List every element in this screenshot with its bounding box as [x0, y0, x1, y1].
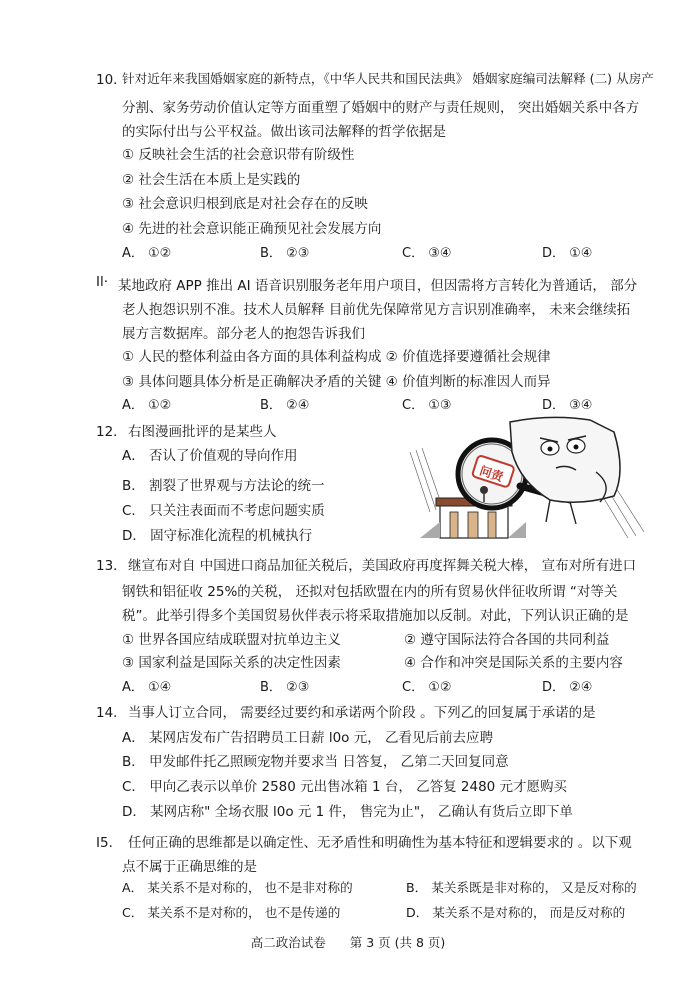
choice-d: D． ③④: [542, 398, 593, 413]
question-number: 12．: [96, 424, 127, 440]
choice-b: B． ②④: [260, 398, 310, 413]
choice-c: C． ①③: [402, 398, 452, 413]
choice-option: A． 否认了价值观的导向作用: [122, 448, 298, 464]
choice-a: A． ①②: [122, 246, 172, 261]
choice-option: B． 割裂了世界观与方法论的统一: [122, 478, 325, 494]
choice-option: C． 只关注表面而不考虑问题实质: [122, 503, 325, 519]
choice-a: A． ①②: [122, 398, 172, 413]
question-stem-line: 某地政府 APP 推出 AI 语音识别服务老年用户项目，但因需将方言转化为普通话， 部分: [118, 278, 638, 294]
choice-option: D． 固守标准化流程的机械执行: [122, 528, 313, 544]
statement-option: ① 反映社会生活的社会意识带有阶级性: [122, 147, 355, 163]
question-stem-line: 继宣布对自 中国进口商品加征关税后，美国政府再度挥舞关税大棒， 宣布对所有进口: [128, 558, 637, 574]
choice-c: C． ③④: [402, 246, 452, 261]
choice-option: A． 某网店发布广告招聘员工日薪 l0o 元， 乙看见后前去应聘: [122, 730, 493, 746]
choice-option: A． 某关系不是对称的， 也不是非对称的: [122, 880, 353, 895]
question-stem-line: 针对近年来我国婚姻家庭的新特点，《中华人民共和国民法典》 婚姻家庭编司法解释 (二) 从房产: [122, 71, 654, 86]
statement-option: ① 世界各国应结成联盟对抗单边主义: [122, 632, 341, 648]
question-stem-line: 当事人订立合同， 需要经过要约和承诺两个阶段 。下列乙的回复属于承诺的是: [128, 705, 596, 721]
choice-d: D． ②④: [542, 680, 593, 695]
footer-page-number: 第 3 页 (共 8 页): [349, 935, 446, 950]
choice-option: B． 某关系既是非对称的， 又是反对称的: [406, 880, 637, 895]
question-stem-line: 的实际付出与公平权益。做出该司法解释的哲学依据是: [122, 124, 446, 140]
question-stem-line: 老人抱怨识别不准。技术人员解释 目前优先保障常见方言识别准确率， 未来会继续拓: [122, 302, 631, 318]
question-stem-line: 右图漫画批评的是某些人: [128, 424, 277, 440]
statement-option: ④ 先进的社会意识能正确预见社会发展方向: [122, 221, 382, 237]
statement-option: ② 遵守国际法符合各国的共同利益: [404, 632, 610, 648]
choice-option: C． 某关系不是对称的， 也不是传递的: [122, 905, 341, 920]
choice-b: B． ②③: [260, 246, 310, 261]
statement-option: ① 人民的整体利益由各方面的具体利益构成 ② 价值选择要遵循社会规律: [122, 349, 551, 365]
footer-subject: 高二政治试卷: [250, 935, 326, 950]
question-stem-line: 展方言数据库。部分老人的抱怨告诉我们: [122, 326, 365, 342]
choice-option: D． 某网店称" 全场衣服 l0o 元 1 件， 售完为止"， 乙确认有货后立即下单: [122, 804, 573, 820]
question-stem-line: 税”。此举引得多个美国贸易伙伴表示将采取措施加以反制。对此，下列认识正确的是: [122, 608, 629, 624]
choice-d: D． ①④: [542, 246, 593, 261]
paper-character-drawing: [510, 417, 620, 524]
choice-option: D． 某关系不是对称的， 而是反对称的: [406, 905, 626, 920]
question-stem-line: 点不属于正确思维的是: [122, 859, 257, 875]
question-number: 14．: [96, 705, 127, 721]
choice-option: B． 甲发邮件托乙照顾宠物并要求当 日答复， 乙第二天回复同意: [122, 754, 509, 770]
stamp-text: 问责: [477, 463, 505, 485]
question-number: 10．: [96, 72, 127, 88]
question-stem-line: 分割、家务劳动价值认定等方面重塑了婚姻中的财产与责任规则， 突出婚姻关系中各方: [122, 100, 640, 116]
question-stem-line: 任何正确的思维都是以确定性、无矛盾性和明确性为基本特征和逻辑要求的 。以下观: [128, 835, 632, 851]
question-number: 13．: [96, 558, 127, 574]
choice-b: B． ②③: [260, 680, 310, 695]
statement-option: ③ 国家利益是国际关系的决定性因素: [122, 655, 341, 671]
choice-a: A． ①④: [122, 680, 172, 695]
choice-c: C． ①②: [402, 680, 452, 695]
question-number: Il·: [96, 274, 109, 290]
statement-option: ③ 具体问题具体分析是正确解决矛盾的关键 ④ 价值判断的标准因人而异: [122, 374, 551, 390]
statement-option: ② 社会生活在本质上是实践的: [122, 172, 301, 188]
statement-option: ④ 合作和冲突是国际关系的主要内容: [404, 655, 623, 671]
page-footer: [0, 933, 696, 951]
question-stem-line: 钢铁和铝征收 25%的关税， 还拟对包括欧盟在内的所有贸易伙伴征收所谓 “对等关: [122, 584, 618, 600]
statement-option: ③ 社会意识归根到底是对社会存在的反映: [122, 196, 368, 212]
question-number: I5．: [96, 835, 123, 851]
cartoon-illustration: [400, 412, 648, 540]
choice-option: C． 甲向乙表示以单价 2580 元出售冰箱 1 台， 乙答复 2480 元才愿购买: [122, 779, 568, 795]
